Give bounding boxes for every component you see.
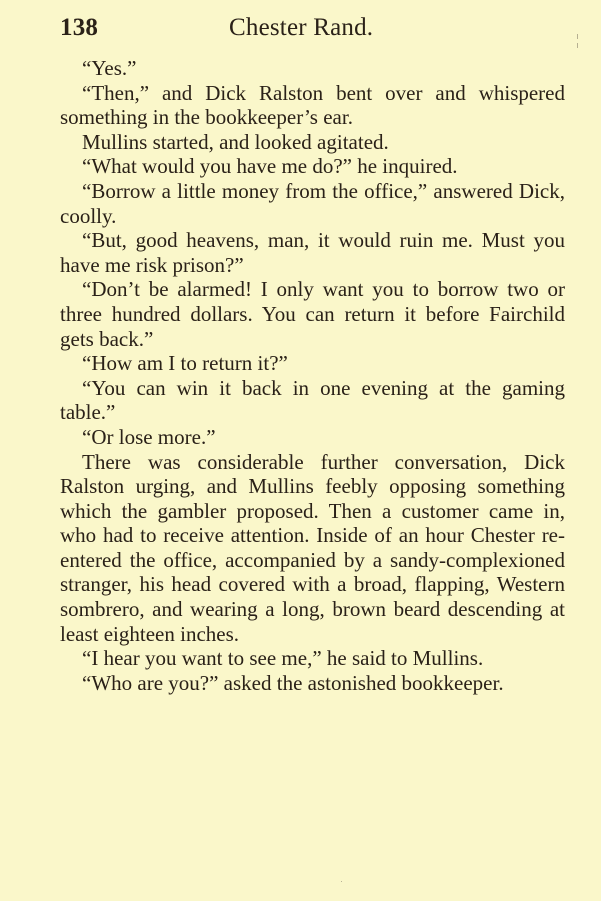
- paragraph-13: “Who are you?” asked the astonished bookkeeper.: [82, 670, 504, 695]
- paragraph-7: “Don’t be alarmed! I only want you to borrow two or three hundred dollars. You can return it before Fairchild gets back.”: [60, 277, 565, 351]
- page-body: [60, 56, 565, 695]
- paragraph-4: “What would you have me do?” he inquired.: [82, 154, 458, 179]
- page-number: 138: [60, 14, 99, 41]
- paragraph-11: There was considerable further conversation, Dick Ralston urging, and Mullins feebly opposing something which the gambler proposed. Then a customer came in, who had to receive attention. Inside of an hour Chester re-entered the office, accompanied by a sandy-complexioned stranger, his head covered with a broad, flapping, Western sombrero, and wearing a long, brown beard descending at least eighteen inches.: [60, 449, 565, 646]
- paragraph-5: “Borrow a little money from the office,” answered Dick, coolly.: [60, 178, 565, 228]
- edge-mark: [577, 43, 578, 48]
- paper-speck: [341, 881, 342, 882]
- running-title: Chester Rand.: [229, 14, 374, 41]
- paragraph-1: “Yes.”: [82, 56, 137, 80]
- paragraph-2: “Then,” and Dick Ralston bent over and whispered something in the bookkeeper’s ear.: [60, 80, 565, 130]
- paragraph-12: “I hear you want to see me,” he said to Mullins.: [82, 646, 484, 671]
- paragraph-3: Mullins started, and looked agitated.: [82, 129, 389, 154]
- page-edge-marks: [576, 34, 579, 52]
- paragraph-6: “But, good heavens, man, it would ruin me. Must you have me risk prison?”: [60, 228, 565, 277]
- page-header: [60, 14, 563, 50]
- paragraph-8: “How am I to return it?”: [82, 351, 288, 376]
- paragraph-10: “Or lose more.”: [82, 424, 216, 449]
- edge-mark: [577, 34, 578, 39]
- paragraph-9: “You can win it back in one evening at the gaming table.”: [60, 375, 565, 425]
